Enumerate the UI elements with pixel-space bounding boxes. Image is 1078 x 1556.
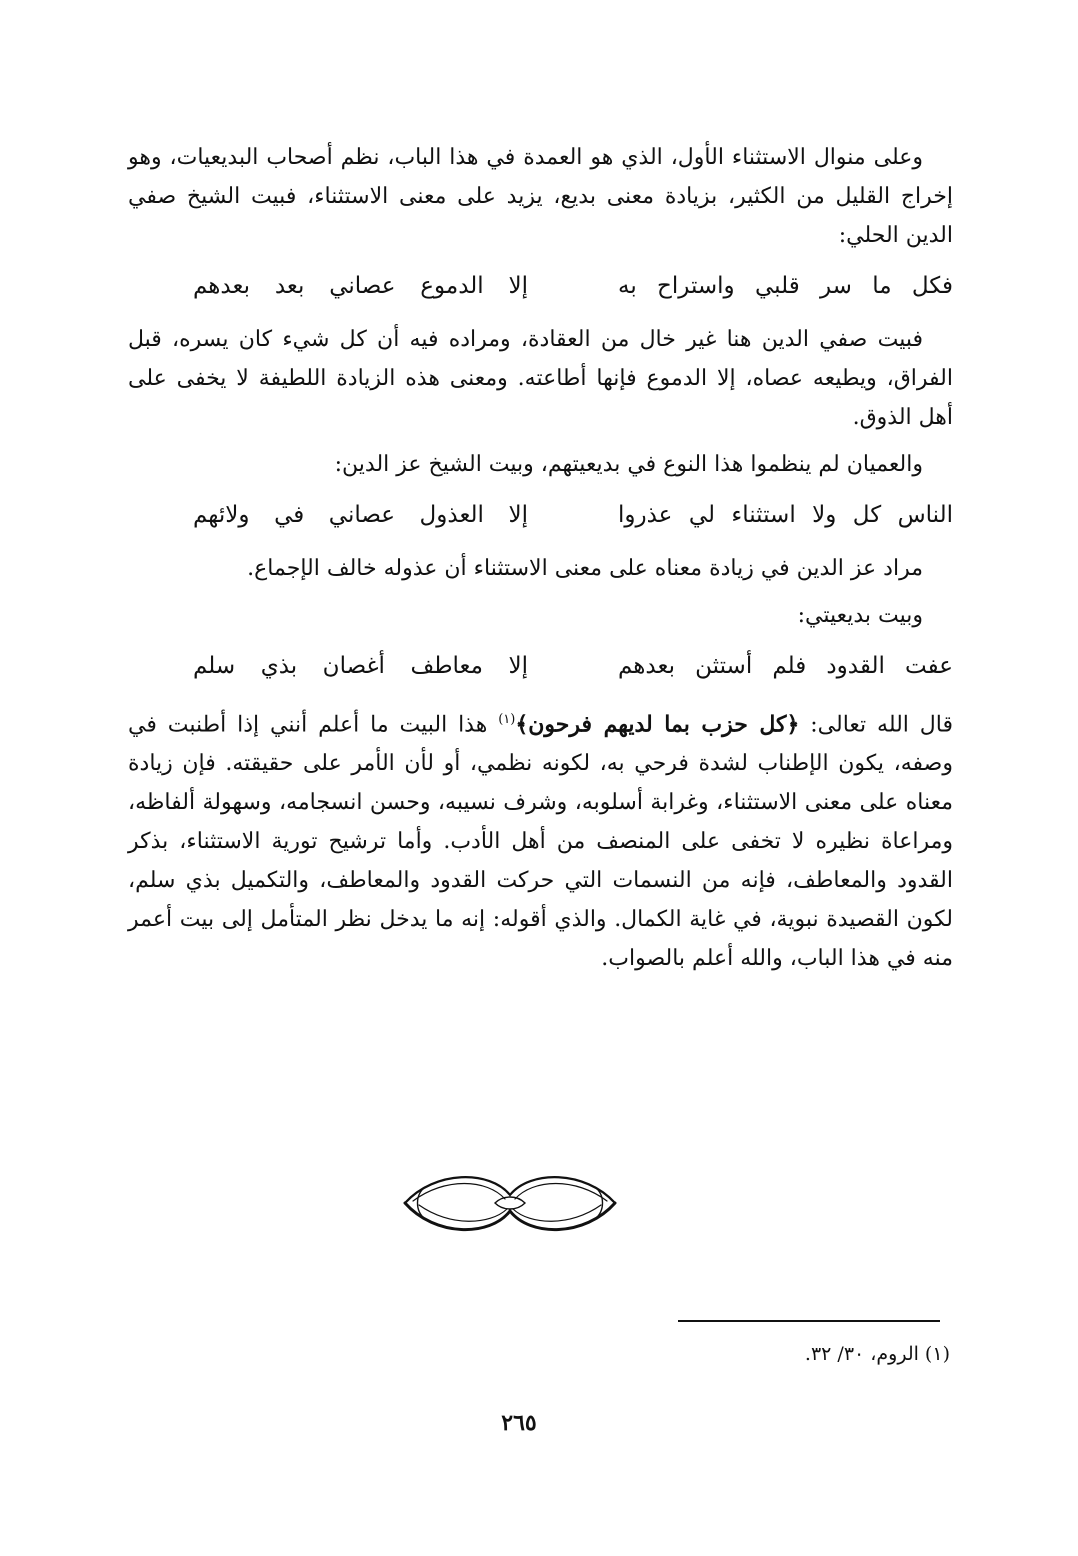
verse-3-second-hemistich: إلا معاطف أغصان بذي سلم bbox=[193, 653, 528, 679]
verse-2-first-hemistich: الناس كل ولا استثناء لي عذروا bbox=[618, 502, 953, 528]
verse-1-first-hemistich: فكل ما سر قلبي واستراح به bbox=[618, 273, 953, 299]
paragraph-2: فبيت صفي الدين هنا غير خال من العقادة، ومراده فيه أن كل شيء كان يسره، قبل الفراق، ويطيعه عصاه، إلا الدموع فإنها أطاعته. ومعنى هذه الزيادة اللطيفة لا يخفى على أهل الذوق. bbox=[128, 327, 953, 430]
paragraph-6-lead: قال الله تعالى: bbox=[799, 712, 953, 738]
verse-1-second-hemistich: إلا الدموع عصاني بعد بعدهم bbox=[193, 273, 528, 299]
scroll-flourish-ornament-icon bbox=[395, 1165, 625, 1240]
paragraph-5: وبيت بديعيتي: bbox=[797, 603, 923, 628]
footnote-reference[interactable]: (١) bbox=[498, 712, 516, 727]
main-text bbox=[128, 138, 953, 986]
page-number: ٢٦٥ bbox=[501, 1410, 537, 1436]
paragraph-6-body: هذا البيت ما أعلم أنني إذا أطنبت في وصفه، يكون الإطناب لشدة فرحي به، لكونه نظمي، أو لأن الأمر على حقيقته. فإن زيادة معناه على معنى الاستثناء، وغرابة أسلوبه، وشرف نسيبه، وحسن انسجامه، وسهولة ألفاظه، ومراعاة نظيره لا تخفى على المنصف من أهل الأدب. وأما ترشيح تورية الاستثناء، بذكر القدود والمعاطف، فإنه من النسمات التي حركت القدود والمعاطف، والتكميل بذي سلم، لكون القصيدة نبوية، في غاية الكمال. والذي أقوله: إنه ما يدخل نظر المتأمل إلى بيت أعمر منه في هذا الباب، والله أعلم بالصواب. bbox=[128, 712, 953, 972]
footnote: (١) الروم، ٣٠/ ٣٢. bbox=[804, 1343, 950, 1365]
verse-3 bbox=[128, 647, 953, 686]
paragraph-1: وعلى منوال الاستثناء الأول، الذي هو العمدة في هذا الباب، نظم أصحاب البديعيات، وهو إخراج القليل من الكثير، بزيادة معنى بديع، يزيد على معنى الاستثناء، فبيت الشيخ صفي الدين الحلي: bbox=[128, 145, 953, 248]
paragraph-4: مراد عز الدين في زيادة معناه على معنى الاستثناء أن عذوله خالف الإجماع. bbox=[247, 556, 923, 581]
verse-2-second-hemistich: إلا العذول عصاني في ولائهم bbox=[193, 502, 528, 528]
paragraph-6 bbox=[128, 700, 953, 978]
footnote-separator bbox=[678, 1320, 940, 1322]
paragraph-3: والعميان لم ينظموا هذا النوع في بديعيتهم، وبيت الشيخ عز الدين: bbox=[334, 452, 923, 477]
verse-3-first-hemistich: عفت القدود فلم أستثن بعدهم bbox=[618, 653, 953, 679]
quran-quote: ﴿كل حزب بما لديهم فرحون﴾ bbox=[515, 711, 800, 738]
verse-2 bbox=[128, 496, 953, 535]
verse-1 bbox=[128, 267, 953, 306]
